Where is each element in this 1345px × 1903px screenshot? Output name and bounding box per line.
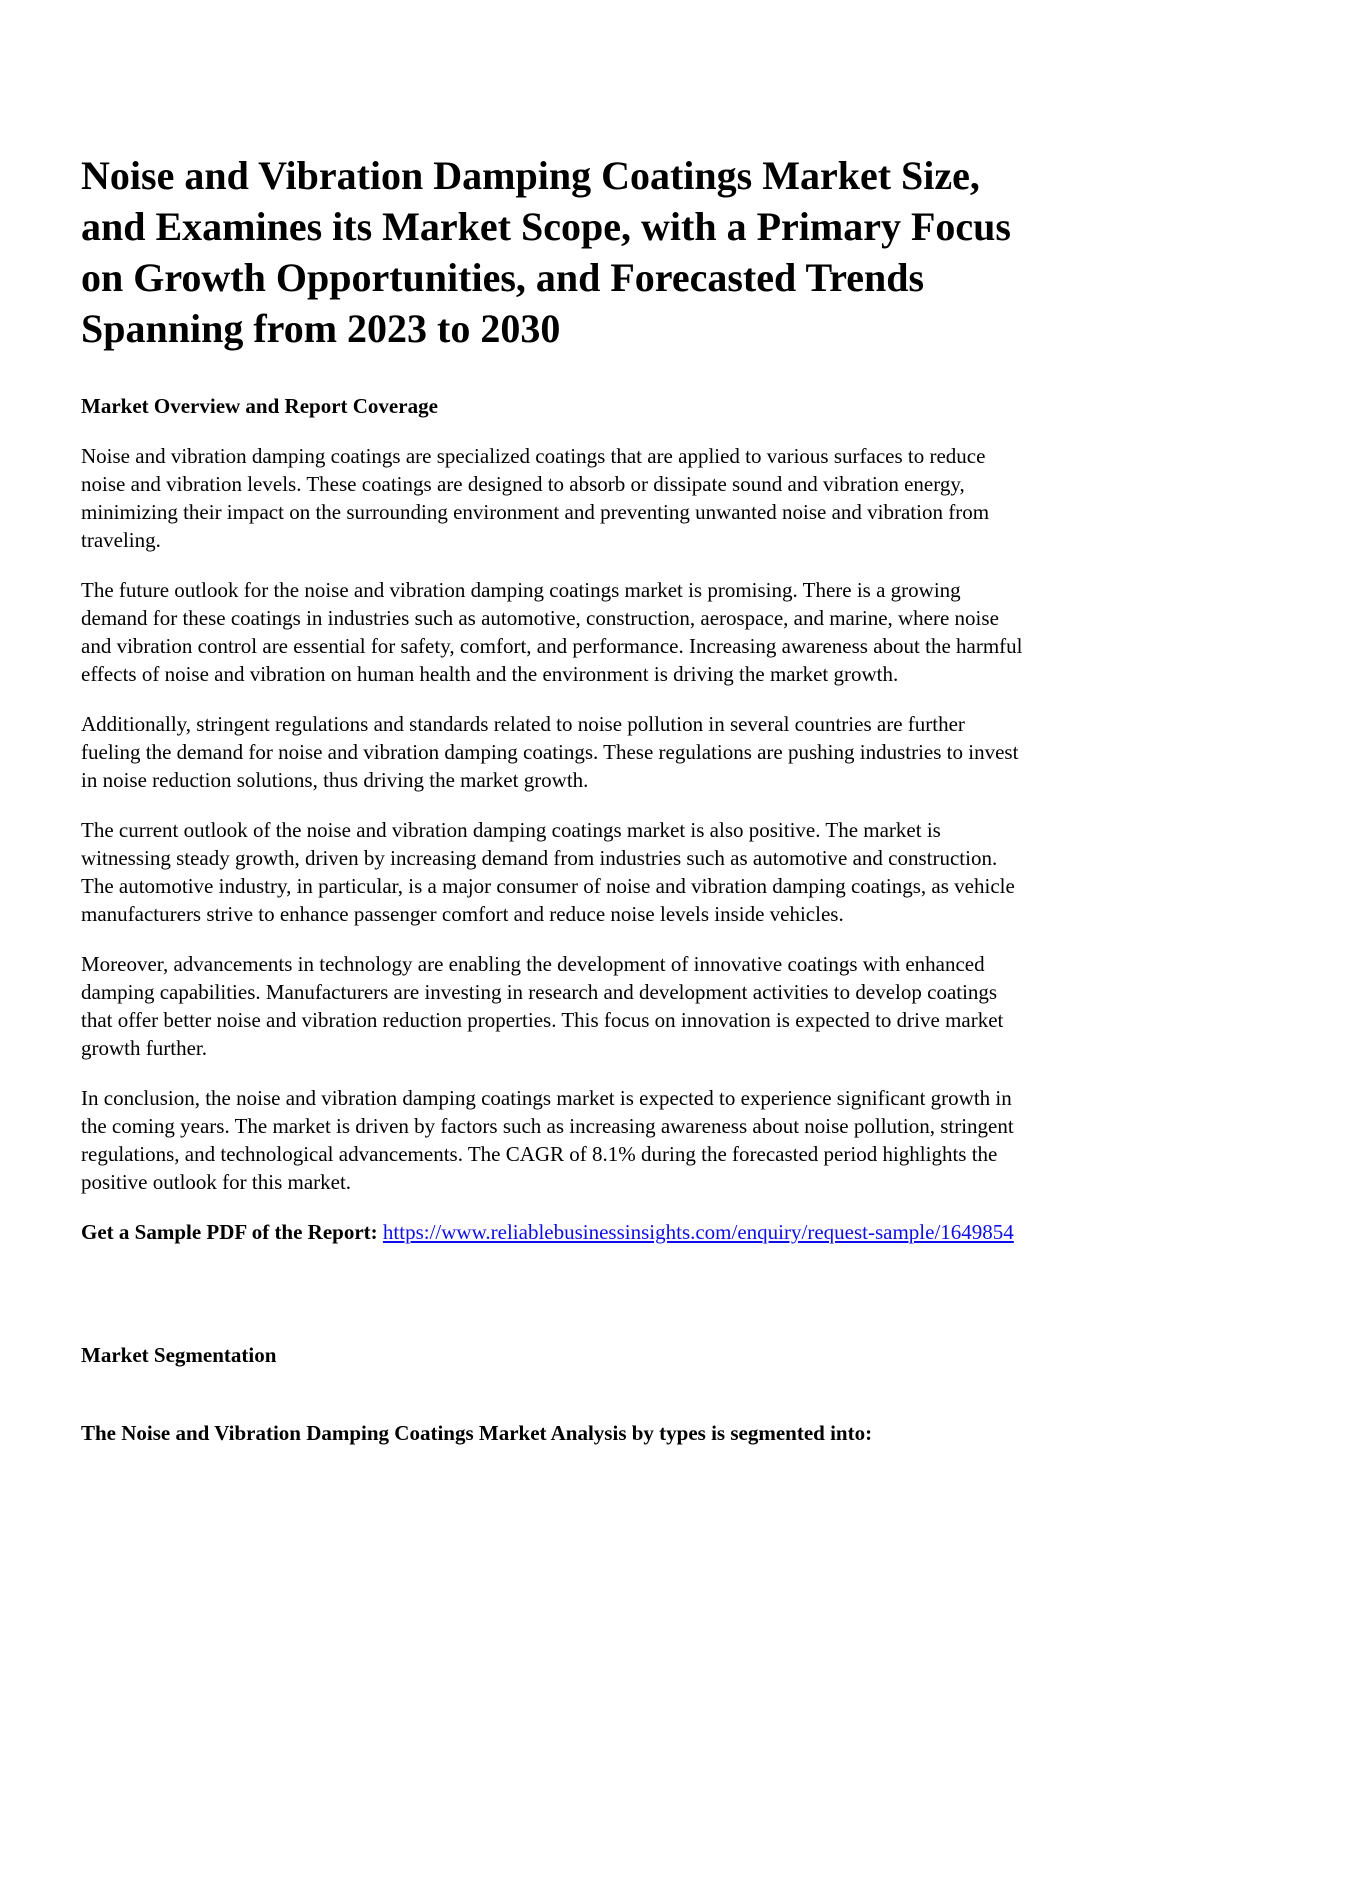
document-page [81, 150, 1029, 1447]
paragraph-definition: Noise and vibration damping coatings are specialized coatings that are applied to various surfaces to reduce noise and vibration levels. These coatings are designed to absorb or dissipate sound and vibration energy, minimizing their impact on the surrounding environment and preventing unwanted noise and vibration from traveling. [81, 444, 990, 552]
paragraph-conclusion: In conclusion, the noise and vibration damping coatings market is expected to experience significant growth in the coming years. The market is driven by factors such as increasing awareness about noise pollution, stringent regulations, and technological advancements. The CAGR of 8.1% during the forecasted period highlights the positive outlook for this market. [81, 1086, 1014, 1194]
segmentation-section-heading: Market Segmentation [81, 1343, 277, 1367]
paragraph-current-outlook: The current outlook of the noise and vibration damping coatings market is also positive. The market is witnessing steady growth, driven by increasing demand from industries such as automotive and construction. The automotive industry, in particular, is a major consumer of noise and vibration damping coatings, as vehicle manufacturers strive to enhance passenger comfort and reduce noise levels inside vehicles. [81, 818, 1015, 926]
paragraph-technology: Moreover, advancements in technology are enabling the development of innovative coatings with enhanced damping capabilities. Manufacturers are investing in research and development activities to develop coatings that offer better noise and vibration reduction properties. This focus on innovation is expected to drive market growth further. [81, 952, 1004, 1060]
types-segmentation-line: The Noise and Vibration Damping Coatings Market Analysis by types is segmented into: [81, 1421, 873, 1445]
overview-section-heading: Market Overview and Report Coverage [81, 394, 438, 418]
paragraph-regulations: Additionally, stringent regulations and standards related to noise pollution in several countries are further fueling the demand for noise and vibration damping coatings. These regulations are pushing industries to invest in noise reduction solutions, thus driving the market growth. [81, 712, 1019, 792]
paragraph-future-outlook: The future outlook for the noise and vibration damping coatings market is promising. There is a growing demand for these coatings in industries such as automotive, construction, aerospace, and marine, where noise and vibration control are essential for safety, comfort, and performance. Increasing awareness about the harmful effects of noise and vibration on human health and the environment is driving the market growth. [81, 578, 1023, 686]
sample-pdf-link[interactable]: https://www.reliablebusinessinsights.com/enquiry/request-sample/1649854 [382, 1220, 1014, 1244]
sample-pdf-label: Get a Sample PDF of the Report: [81, 1220, 383, 1244]
sample-pdf-line [81, 1218, 1029, 1246]
report-title: Noise and Vibration Damping Coatings Market Size, and Examines its Market Scope, with a Primary Focus on Growth Opportunities, and Forecasted Trends Spanning from 2023 to 2030 [81, 153, 1011, 351]
